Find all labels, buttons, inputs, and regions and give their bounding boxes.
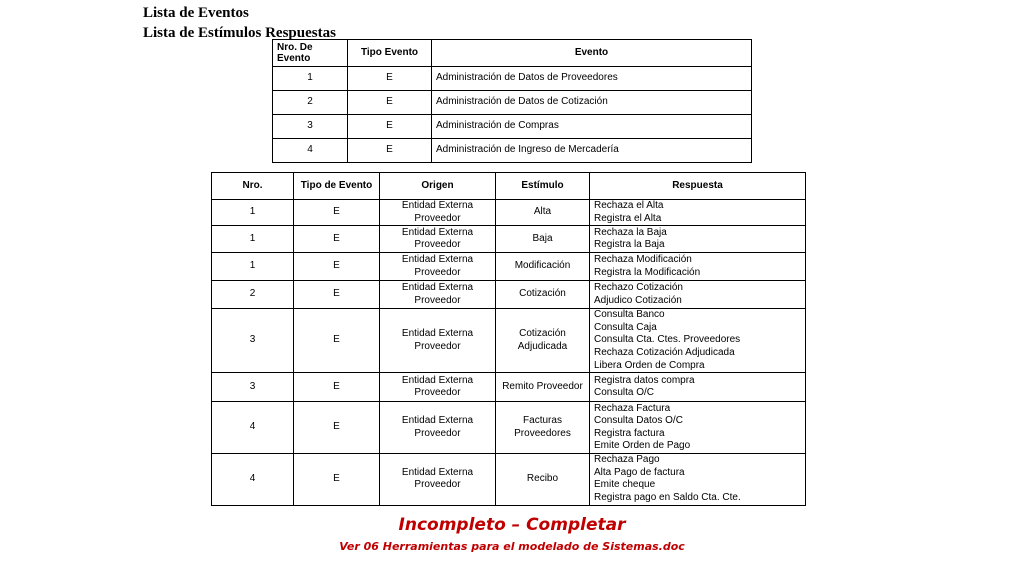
stimulus-table-row [212, 402, 806, 454]
cell-origen [380, 402, 496, 454]
cell-estimulo [496, 253, 590, 281]
cell-origen-line: Proveedor [414, 479, 461, 491]
events-table-row [273, 115, 752, 139]
cell-respuesta [590, 226, 806, 253]
cell-nro: 3 [212, 373, 294, 402]
cell-origen [380, 226, 496, 253]
cell-origen-line: Entidad Externa [401, 328, 474, 340]
cell-respuesta-line: Alta Pago de factura [594, 466, 685, 478]
cell-respuesta [590, 200, 806, 226]
cell-respuesta-line: Consulta Caja [594, 321, 657, 333]
cell-origen-line: Proveedor [414, 340, 461, 352]
events-table-row [273, 91, 752, 115]
header-nro-evento: Nro. De Evento [273, 40, 348, 67]
cell-tipo: E [348, 91, 432, 115]
cell-estimulo-line: Modificación [514, 260, 571, 272]
stimulus-table [211, 172, 806, 506]
header-nro: Nro. [212, 173, 294, 200]
cell-respuesta [590, 454, 806, 505]
cell-estimulo-line: Baja [532, 232, 553, 244]
header-respuesta: Respuesta [590, 173, 806, 200]
cell-respuesta-line: Consulta Banco [594, 309, 665, 321]
cell-origen-line: Proveedor [414, 427, 461, 439]
cell-nro: 2 [212, 281, 294, 309]
header-tipo-de-evento: Tipo de Evento [294, 173, 380, 200]
cell-estimulo-line: Adjudicada [517, 340, 568, 352]
cell-estimulo-line: Facturas [523, 415, 562, 427]
cell-respuesta-line: Rechaza Factura [594, 402, 671, 414]
cell-estimulo [496, 309, 590, 373]
cell-origen [380, 309, 496, 373]
cell-origen [380, 281, 496, 309]
cell-origen [380, 454, 496, 505]
cell-estimulo-line: Cotización [519, 328, 566, 340]
events-table [272, 39, 752, 163]
cell-origen-line: Proveedor [414, 212, 461, 224]
cell-respuesta-line: Rechazo Cotización [594, 282, 683, 294]
cell-origen-line: Entidad Externa [401, 282, 474, 294]
cell-estimulo [496, 454, 590, 505]
footer-subtitle: Ver 06 Herramientas para el modelado de Sistemas.doc [339, 540, 685, 553]
header-tipo-evento: Tipo Evento [348, 40, 432, 67]
cell-origen [380, 373, 496, 402]
cell-origen-line: Proveedor [414, 266, 461, 278]
cell-origen [380, 253, 496, 281]
cell-nro: 2 [273, 91, 348, 115]
cell-estimulo [496, 402, 590, 454]
cell-respuesta-line: Registra la Baja [594, 239, 665, 251]
cell-tipo: E [348, 67, 432, 91]
cell-nro: 1 [212, 253, 294, 281]
stimulus-table-row [212, 281, 806, 309]
cell-respuesta-line: Rechaza Modificación [594, 254, 692, 266]
events-table-row [273, 139, 752, 163]
cell-respuesta-line: Consulta O/C [594, 387, 655, 399]
cell-estimulo-line: Recibo [526, 473, 559, 485]
cell-origen-line: Entidad Externa [401, 374, 474, 386]
cell-tipo: E [294, 281, 380, 309]
heading-stimulus: Lista de Estímulos Respuestas [143, 25, 336, 41]
stimulus-table-row [212, 200, 806, 226]
cell-origen-line: Entidad Externa [401, 415, 474, 427]
cell-origen-line: Proveedor [414, 239, 461, 251]
cell-evento: Administración de Ingreso de Mercadería [432, 139, 752, 163]
cell-estimulo-line: Remito Proveedor [502, 380, 583, 392]
cell-tipo: E [294, 402, 380, 454]
cell-nro: 4 [212, 402, 294, 454]
stimulus-table-row [212, 226, 806, 253]
cell-tipo: E [294, 309, 380, 373]
cell-nro: 4 [273, 139, 348, 163]
cell-respuesta [590, 373, 806, 402]
cell-respuesta-line: Rechaza Pago [594, 454, 660, 466]
events-table-row [273, 67, 752, 91]
cell-origen-line: Entidad Externa [401, 200, 474, 211]
events-header-row [273, 40, 752, 67]
cell-estimulo [496, 200, 590, 226]
footer-title: Incompleto – Completar [398, 515, 626, 535]
cell-nro: 1 [212, 226, 294, 253]
cell-tipo: E [294, 454, 380, 505]
cell-evento: Administración de Datos de Cotización [432, 91, 752, 115]
cell-respuesta-line: Registra factura [594, 427, 665, 439]
cell-origen-line: Proveedor [414, 294, 461, 306]
stimulus-table-row [212, 454, 806, 505]
cell-estimulo [496, 281, 590, 309]
stimulus-header-row [212, 173, 806, 200]
cell-respuesta-line: Registra la Modificación [594, 266, 701, 278]
cell-origen-line: Entidad Externa [401, 254, 474, 266]
cell-respuesta-line: Registra pago en Saldo Cta. Cte. [594, 491, 741, 503]
cell-respuesta-line: Rechaza Cotización Adjudicada [594, 346, 735, 358]
cell-tipo: E [294, 373, 380, 402]
header-evento: Evento [432, 40, 752, 67]
cell-evento: Administración de Datos de Proveedores [432, 67, 752, 91]
cell-nro: 1 [212, 200, 294, 226]
cell-respuesta-line: Consulta Datos O/C [594, 415, 683, 427]
cell-respuesta-line: Rechaza el Alta [594, 200, 664, 211]
cell-tipo: E [294, 200, 380, 226]
cell-respuesta-line: Emite cheque [594, 479, 656, 491]
cell-nro: 4 [212, 454, 294, 505]
cell-nro: 3 [273, 115, 348, 139]
cell-respuesta [590, 253, 806, 281]
cell-estimulo [496, 373, 590, 402]
cell-evento: Administración de Compras [432, 115, 752, 139]
header-origen: Origen [380, 173, 496, 200]
page-headings [143, 3, 336, 43]
cell-respuesta [590, 309, 806, 373]
cell-estimulo-line: Proveedores [514, 427, 571, 439]
cell-estimulo-line: Alta [533, 206, 552, 218]
cell-respuesta-line: Libera Orden de Compra [594, 359, 705, 371]
cell-origen-line: Entidad Externa [401, 466, 474, 478]
cell-respuesta-line: Rechaza la Baja [594, 226, 667, 238]
cell-tipo: E [294, 226, 380, 253]
stimulus-table-row [212, 253, 806, 281]
cell-origen-line: Proveedor [414, 387, 461, 399]
cell-tipo: E [348, 115, 432, 139]
cell-respuesta-line: Emite Orden de Pago [594, 440, 691, 452]
stimulus-table-row [212, 373, 806, 402]
cell-nro: 3 [212, 309, 294, 373]
heading-events: Lista de Eventos [143, 5, 249, 21]
cell-tipo: E [294, 253, 380, 281]
cell-respuesta-line: Consulta Cta. Ctes. Proveedores [594, 334, 741, 346]
cell-tipo: E [348, 139, 432, 163]
cell-respuesta-line: Registra el Alta [594, 212, 662, 224]
cell-respuesta-line: Adjudico Cotización [594, 294, 682, 306]
cell-estimulo [496, 226, 590, 253]
cell-estimulo-line: Cotización [519, 288, 566, 300]
stimulus-table-row [212, 309, 806, 373]
header-estimulo: Estímulo [496, 173, 590, 200]
cell-origen [380, 200, 496, 226]
cell-respuesta-line: Registra datos compra [594, 374, 695, 386]
cell-nro: 1 [273, 67, 348, 91]
cell-respuesta [590, 402, 806, 454]
cell-origen-line: Entidad Externa [401, 226, 474, 238]
cell-respuesta [590, 281, 806, 309]
